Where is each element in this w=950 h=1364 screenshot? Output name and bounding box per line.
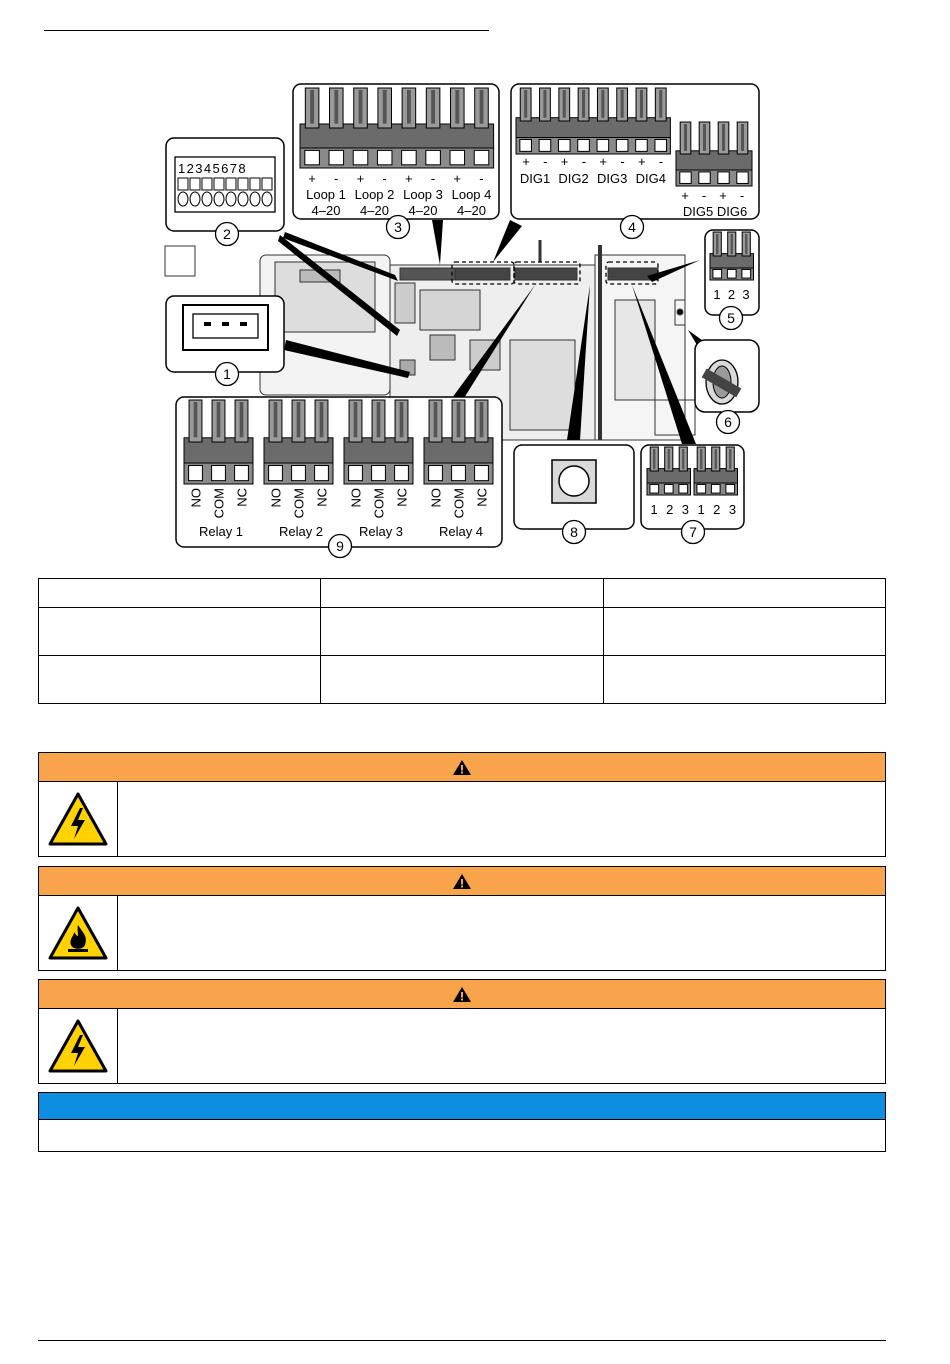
notice-text: [39, 1120, 885, 1151]
polarity-label: -: [430, 171, 436, 186]
relay-contact-label: COM: [291, 488, 307, 519]
hazard-box-fire: [38, 866, 886, 971]
loop-range-label: 4–20: [311, 203, 341, 218]
hazard-header: [39, 753, 885, 782]
polarity-label: +: [453, 171, 461, 186]
relay-contact-label: NC: [234, 488, 250, 507]
callout-number-5: 5: [727, 310, 735, 326]
polarity-label: +: [599, 154, 607, 169]
loop-label: Loop 1: [306, 187, 346, 202]
pin-number-label: 3: [742, 287, 750, 302]
polarity-label: -: [334, 171, 339, 186]
legend-cell: [39, 608, 321, 656]
dig-label: DIG5: [682, 204, 714, 219]
callout-number-3: 3: [394, 219, 402, 235]
hazard-header: [39, 980, 885, 1009]
dip-switch-knob: [178, 192, 188, 206]
relay-contact-label: NC: [474, 488, 490, 507]
dip-switch-knob: [214, 192, 224, 206]
legend-table: [38, 578, 886, 704]
callout-number-7: 7: [689, 524, 697, 540]
polarity-label: -: [543, 154, 548, 169]
polarity-label: +: [522, 154, 530, 169]
polarity-label: -: [620, 154, 625, 169]
relay-contact-label: NO: [188, 488, 204, 508]
relay-contact-label: NO: [348, 488, 364, 508]
polarity-label: +: [681, 188, 689, 203]
legend-row: [39, 608, 886, 656]
polarity-label: -: [382, 171, 387, 186]
dip-switch-slot: [214, 178, 224, 190]
legend-cell: [603, 579, 885, 608]
pin-number-label: 3: [681, 502, 690, 517]
legend-cell: [321, 656, 603, 704]
dip-switch-knob: [250, 192, 260, 206]
callout-number-2: 2: [223, 226, 231, 242]
dip-switch-knob: [238, 192, 248, 206]
loop-label: Loop 4: [451, 187, 492, 202]
hazard-box-electric-2: [38, 979, 886, 1084]
loop-range-label: 4–20: [360, 203, 389, 218]
legend-row: [39, 579, 886, 608]
pin-number-label: 2: [727, 287, 736, 302]
legend-cell: [321, 579, 603, 608]
pin-number-label: 1: [697, 502, 705, 517]
relay-terminal-block: [424, 400, 493, 484]
polarity-label: +: [356, 171, 365, 186]
pin-number-label: 2: [713, 502, 721, 517]
polarity-label: -: [739, 188, 745, 203]
legend-cell: [321, 608, 603, 656]
callout-number-8: 8: [570, 524, 578, 540]
relay-label: Relay 4: [438, 524, 484, 539]
polarity-label: -: [581, 154, 587, 169]
dig-label: DIG1: [519, 171, 551, 186]
pin-number-label: 2: [666, 502, 674, 517]
loop-label: Loop 3: [403, 187, 443, 202]
notice-header: [39, 1093, 885, 1120]
three-pin-terminal-block: [694, 447, 738, 495]
polarity-label: +: [308, 171, 316, 186]
dig-label: DIG6: [716, 204, 748, 219]
callout-number-6: 6: [724, 414, 732, 430]
relay-contact-label: COM: [451, 488, 467, 519]
dip-switch-knob: [262, 192, 272, 206]
hazard-text: [118, 896, 885, 970]
relay-terminal-block: [344, 400, 413, 484]
callout-number-9: 9: [336, 538, 344, 554]
warning-triangle-icon: [452, 759, 472, 776]
electric-shock-icon: [39, 782, 118, 856]
relay-label: Relay 3: [358, 524, 404, 539]
fire-hazard-icon: [39, 896, 118, 970]
polarity-label: +: [560, 154, 569, 169]
relay-label: Relay 1: [198, 524, 244, 539]
relay-terminal-block: [184, 400, 253, 484]
polarity-label: -: [479, 171, 484, 186]
hazard-box-electric-1: [38, 752, 886, 857]
pin-number-label: 1: [713, 287, 721, 302]
legend-cell: [39, 579, 321, 608]
dip-switch-slot: [178, 178, 188, 190]
dip-switch-slot: [262, 178, 272, 190]
polarity-label: -: [701, 188, 707, 203]
dip-switch-slot: [190, 178, 200, 190]
pin-number-label: 1: [650, 502, 658, 517]
dip-switch-knob: [226, 192, 236, 206]
relay-terminal-block: [264, 400, 333, 484]
loop-range-label: 4–20: [408, 203, 438, 218]
dig-label: DIG4: [635, 171, 666, 186]
legend-cell: [603, 608, 885, 656]
relay-contact-label: COM: [371, 488, 387, 519]
pin-number-label: 3: [728, 502, 737, 517]
electric-shock-icon: [39, 1009, 118, 1083]
three-pin-terminal-block: [647, 447, 691, 495]
wiring-diagram: [0, 0, 950, 580]
warning-triangle-icon: [452, 986, 472, 1003]
polarity-label: +: [719, 188, 727, 203]
legend-row: [39, 656, 886, 704]
relay-contact-label: COM: [211, 488, 227, 519]
dig-label: DIG2: [558, 171, 589, 186]
three-pin-terminal-block: [710, 232, 754, 280]
relay-contact-label: NO: [268, 488, 284, 508]
callout-number-1: 1: [223, 366, 231, 382]
dip-switch-slot: [226, 178, 236, 190]
dip-switch-slot: [250, 178, 260, 190]
dip-switch-knob: [190, 192, 200, 206]
warning-triangle-icon: [452, 873, 472, 890]
footer-rule: [38, 1340, 886, 1341]
legend-cell: [603, 656, 885, 704]
callout-number-4: 4: [628, 219, 636, 235]
dig-label: DIG3: [597, 171, 628, 186]
dip-switch-slot: [238, 178, 248, 190]
relay-label: Relay 2: [278, 524, 324, 539]
hazard-text: [118, 1009, 885, 1083]
hazard-header: [39, 867, 885, 896]
loop-label: Loop 2: [354, 187, 395, 202]
loop-range-label: 4–20: [457, 203, 486, 218]
relay-contact-label: NC: [314, 488, 330, 507]
dip-numbers: 12345678: [178, 161, 248, 176]
polarity-label: -: [658, 154, 664, 169]
notice-box: [38, 1092, 886, 1152]
polarity-label: +: [405, 171, 413, 186]
dip-switch-slot: [202, 178, 212, 190]
dip-switch-knob: [202, 192, 212, 206]
legend-cell: [39, 656, 321, 704]
relay-contact-label: NO: [428, 488, 444, 508]
relay-contact-label: NC: [394, 488, 410, 507]
hazard-text: [118, 782, 885, 856]
polarity-label: +: [638, 154, 646, 169]
